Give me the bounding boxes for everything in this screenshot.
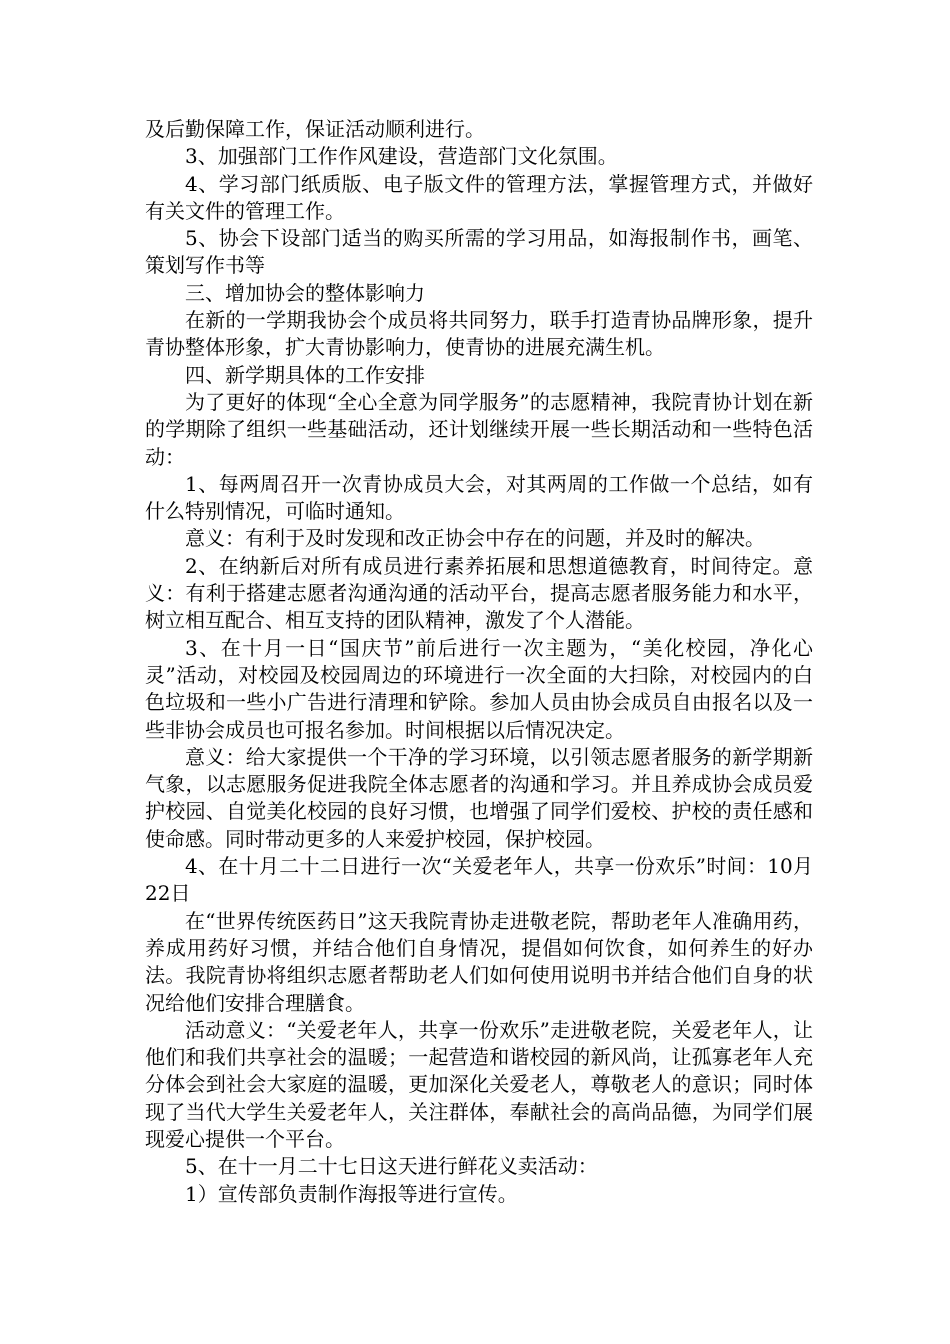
- paragraph-item-4: 4、学习部门纸质版、电子版文件的管理方法，掌握管理方式，并做好有关文件的管理工作。: [145, 171, 813, 223]
- paragraph-activity-4-meaning: 活动意义：“关爱老年人，共享一份欢乐”走进敬老院，关爱老年人，让他们和我们共享社会的温暖；一起营造和谐校园的新风尚，让孤寡老年人充分体会到社会大家庭的温暖，更加深化关爱老人，尊敬老人的意识；同时体现了当代大学生关爱老年人，关注群体，奉献社会的高尚品德，为同学们展现爱心提供一个平台。: [145, 1017, 813, 1151]
- paragraph-continuation: 及后勤保障工作，保证活动顺利进行。: [145, 117, 485, 141]
- section-heading-4: 四、新学期具体的工作安排: [185, 362, 425, 387]
- paragraph-activity-5: 5、在十一月二十七日这天进行鲜花义卖活动：: [185, 1154, 598, 1179]
- paragraph-activity-1-meaning: 意义：有利于及时发现和改正协会中存在的问题，并及时的解决。: [185, 526, 765, 551]
- paragraph-activity-4-detail: 在“世界传统医药日”这天我院青协走进敬老院，帮助老年人准确用药，养成用药好习惯，并结合他们自身情况，提倡如何饮食，如何养生的好办法。我院青协将组织志愿者帮助老人们如何使用说明书并结合他们自身的状况给他们安排合理膳食。: [145, 908, 813, 1015]
- paragraph-activity-4: 4、在十月二十二日进行一次“关爱老年人，共享一份欢乐”时间：10月22日: [145, 854, 813, 906]
- paragraph-activity-1: 1、每两周召开一次青协成员大会，对其两周的工作做一个总结，如有什么特别情况，可临时通知。: [145, 471, 813, 524]
- paragraph-activity-5-step-1: 1）宣传部负责制作海报等进行宣传。: [185, 1181, 518, 1206]
- paragraph-influence: 在新的一学期我协会个成员将共同努力，联手打造青协品牌形象，提升青协整体形象，扩大青协影响力，使青协的进展充满生机。: [145, 308, 813, 360]
- document-body: [145, 116, 813, 1208]
- paragraph-intro: 为了更好的体现“全心全意为同学服务”的志愿精神，我院青协计划在新的学期除了组织一些基础活动，还计划继续开展一些长期活动和一些特色活动：: [145, 389, 813, 469]
- paragraph-item-3: 3、加强部门工作作风建设，营造部门文化氛围。: [185, 144, 618, 169]
- paragraph-activity-2: 2、在纳新后对所有成员进行素养拓展和思想道德教育，时间待定。意义：有利于搭建志愿者沟通沟通的活动平台，提高志愿者服务能力和水平，树立相互配合、相互支持的团队精神，激发了个人潜能。: [145, 553, 813, 633]
- paragraph-item-5: 5、协会下设部门适当的购买所需的学习用品，如海报制作书，画笔、策划写作书等: [145, 226, 813, 278]
- paragraph-activity-3-meaning: 意义：给大家提供一个干净的学习环境，以引领志愿者服务的新学期新气象，以志愿服务促进我院全体志愿者的沟通和学习。并且养成协会成员爱护校园、自觉美化校园的良好习惯，也增强了同学们爱校、护校的责任感和使命感。同时带动更多的人来爱护校园，保护校园。: [145, 744, 813, 851]
- section-heading-3: 三、增加协会的整体影响力: [185, 280, 425, 305]
- paragraph-activity-3: 3、在十月一日“国庆节”前后进行一次主题为，“美化校园，净化心灵”活动，对校园及校园周边的环境进行一次全面的大扫除，对校园内的白色垃圾和一些小广告进行清理和铲除。参加人员由协会成员自由报名以及一些非协会成员也可报名参加。时间根据以后情况决定。: [145, 635, 813, 742]
